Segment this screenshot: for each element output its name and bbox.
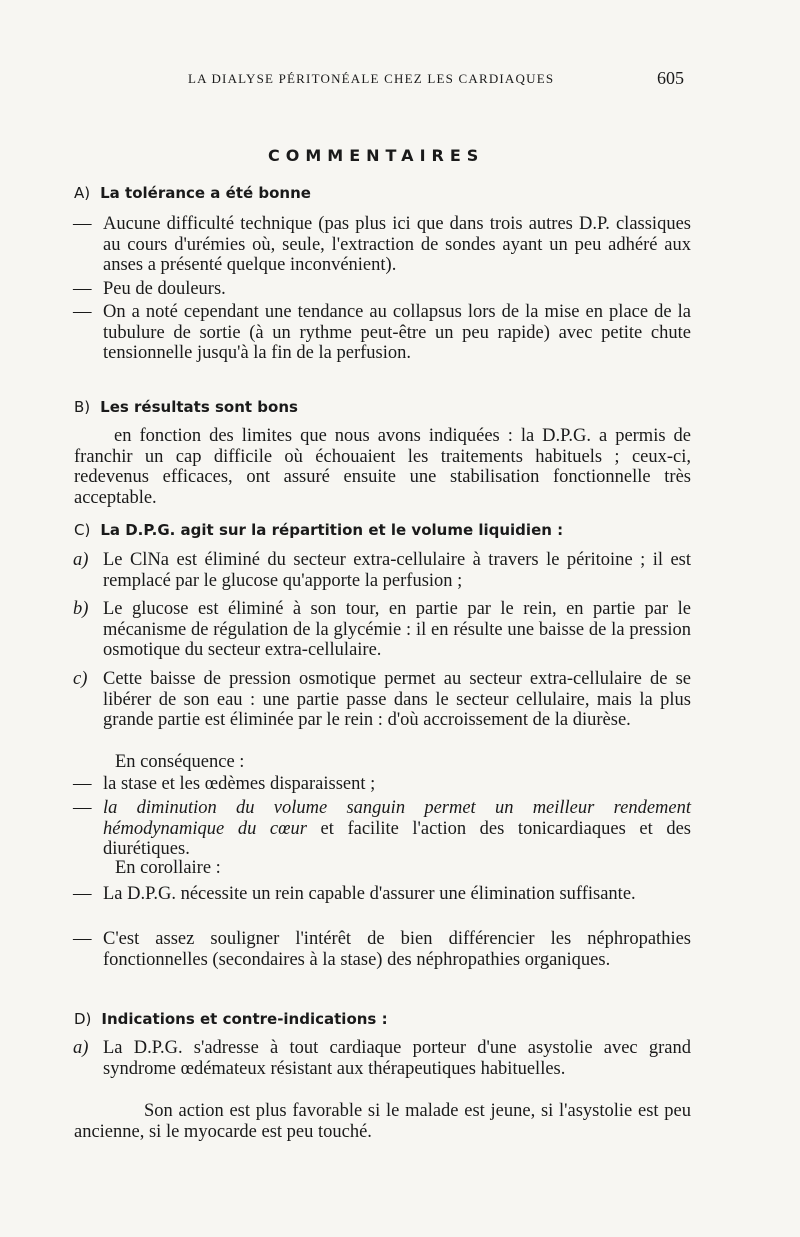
section-a-item-1 (73, 214, 691, 276)
section-c-heading (74, 521, 563, 539)
section-d-heading (74, 1010, 388, 1028)
section-b-title: Les résultats sont bons (100, 398, 298, 416)
section-d-item-a (73, 1038, 691, 1079)
corollary-1 (73, 884, 691, 905)
running-title: LA DIALYSE PÉRITONÉALE CHEZ LES CARDIAQUES (188, 71, 555, 86)
section-b-paragraph: en fonction des limites que nous avons indiquées : la D.P.G. a permis de franchir un cap difficile où échouaient les traitements habituels ; ceux-ci, redevenus efficaces, ont assuré ensuite une stabilisation fonctionnelle très acceptable. (74, 426, 691, 508)
section-c-item-b (73, 599, 691, 661)
dash-mark: — (73, 279, 92, 299)
dash-mark: — (73, 798, 92, 818)
section-c-item-a-text: Le ClNa est éliminé du secteur extra-cellulaire à travers le péritoine ; il est remplacé par le glucose qu'apporte la perfusion ; (103, 550, 691, 591)
consequence-2-italic: la diminution du volume sanguin permet un meilleur rendement hémodynamique du cœur (103, 798, 691, 839)
section-a-heading (74, 184, 311, 202)
section-b-letter: B) (74, 398, 91, 416)
consequence-2 (73, 798, 691, 860)
section-d-letter: D) (74, 1010, 92, 1028)
dash-mark: — (73, 774, 92, 794)
section-a-letter: A) (74, 184, 91, 202)
section-a-item-2-text: Peu de douleurs. (103, 279, 226, 299)
dash-mark: — (73, 884, 92, 904)
section-a-item-2 (73, 279, 691, 300)
section-c-letter: C) (74, 521, 91, 539)
consequence-1 (73, 774, 691, 795)
item-mark: a) (73, 550, 89, 570)
item-mark: b) (73, 599, 89, 619)
section-d-item-a-text: La D.P.G. s'adresse à tout cardiaque porteur d'une asystolie avec grand syndrome œdémateux résistant aux thérapeutiques habituelles. (103, 1038, 691, 1079)
section-d-title: Indications et contre-indications : (101, 1010, 388, 1028)
dash-mark: — (73, 302, 92, 322)
section-c-item-c (73, 669, 691, 731)
consequence-intro: En conséquence : (115, 752, 245, 772)
consequence-1-text: la stase et les œdèmes disparaissent ; (103, 774, 376, 794)
corollary-1-text: La D.P.G. nécessite un rein capable d'assurer une élimination suffisante. (103, 884, 636, 904)
section-a-item-3 (73, 302, 691, 364)
page-title: COMMENTAIRES (268, 146, 485, 165)
section-d-paragraph: Son action est plus favorable si le malade est jeune, si l'asystolie est peu ancienne, si le myocarde est peu touché. (74, 1101, 691, 1142)
item-mark: a) (73, 1038, 89, 1058)
corollary-intro: En corollaire : (115, 858, 221, 878)
section-a-item-1-text: Aucune difficulté technique (pas plus ici que dans trois autres D.P. classiques au cours d'urémies où, seule, l'extraction de sondes ayant un peu adhéré aux anses a présenté quelque inconvénient). (103, 214, 691, 275)
section-a-title: La tolérance a été bonne (100, 184, 311, 202)
consequence-2-rest: et facilite l'action des tonicardiaques et des diurétiques. (103, 818, 691, 859)
section-c-item-b-text: Le glucose est éliminé à son tour, en partie par le rein, en partie par le mécanisme de régulation de la glycémie : il en résulte une baisse de la pression osmotique du secteur extra-cellulaire. (103, 599, 691, 660)
section-a-item-3-text: On a noté cependant une tendance au collapsus lors de la mise en place de la tubulure de sortie (à un rythme peut-être un peu rapide) avec petite chute tensionnelle jusqu'à la fin de la perfusion. (103, 302, 691, 363)
section-c-item-c-text: Cette baisse de pression osmotique permet au secteur extra-cellulaire de se libérer de son eau : une partie passe dans le secteur cellulaire, mais la plus grande partie est éliminée par le rein : d'où accroissement de la diurèse. (103, 669, 691, 730)
dash-mark: — (73, 929, 92, 949)
section-c-item-a (73, 550, 691, 591)
section-c-title: La D.P.G. agit sur la répartition et le volume liquidien : (100, 521, 564, 539)
corollary-2 (73, 929, 691, 970)
page-number: 605 (657, 68, 684, 88)
dash-mark: — (73, 214, 92, 234)
section-b-heading (74, 398, 298, 416)
item-mark: c) (73, 669, 88, 689)
corollary-2-text: C'est assez souligner l'intérêt de bien différencier les néphropathies fonctionnelles (secondaires à la stase) des néphropathies organiques. (103, 929, 691, 970)
